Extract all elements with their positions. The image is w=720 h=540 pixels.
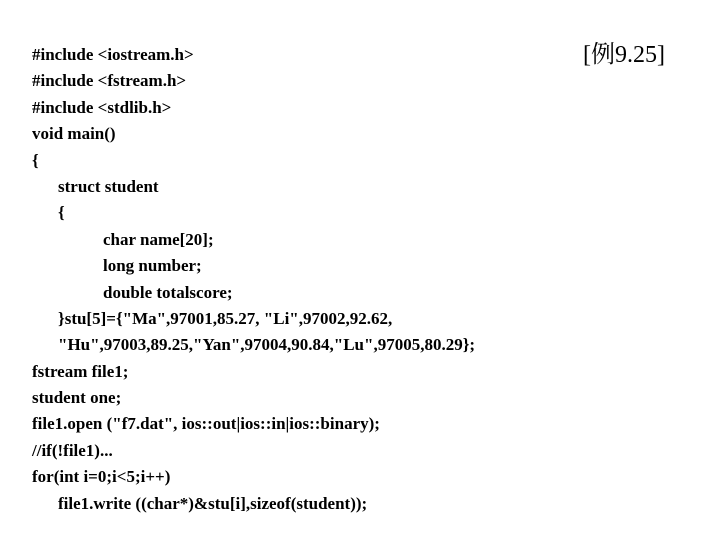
code-line-struct-decl: struct student <box>58 176 159 196</box>
code-line-include-iostream: #include <iostream.h> <box>32 45 194 64</box>
code-line-main-open-brace: { <box>32 150 39 170</box>
code-line-fstream-decl: fstream file1; <box>32 361 129 381</box>
code-line-stu-init-2: "Hu",97003,89.25,"Yan",97004,90.84,"Lu",97005,80.29}; <box>58 335 476 355</box>
example-label: [例9.25] <box>583 42 665 68</box>
code-line-file-write: file1.write ((char*)&stu[i],sizeof(student)); <box>58 493 368 513</box>
code-line-include-stdlib: #include <stdlib.h> <box>32 97 172 117</box>
code-line-main-signature: void main() <box>32 124 116 144</box>
code-line-stu-init-1: }stu[5]={"Ma",97001,85.27, "Li",97002,92.62, <box>58 308 393 328</box>
code-line-student-one: student one; <box>32 388 122 408</box>
code-line-for-loop: for(int i=0;i<5;i++) <box>32 467 171 487</box>
code-listing <box>32 42 475 517</box>
code-line-include-fstream: #include <fstream.h> <box>32 71 187 91</box>
code-line-struct-open-brace: { <box>58 203 65 223</box>
code-line-field-totalscore: double totalscore; <box>103 282 233 302</box>
code-line-field-name: char name[20]; <box>103 229 214 249</box>
code-line-field-number: long number; <box>103 256 202 276</box>
code-line-file-open: file1.open ("f7.dat", ios::out|ios::in|ios::binary); <box>32 414 380 434</box>
code-line-if-comment: //if(!file1)... <box>32 440 113 460</box>
